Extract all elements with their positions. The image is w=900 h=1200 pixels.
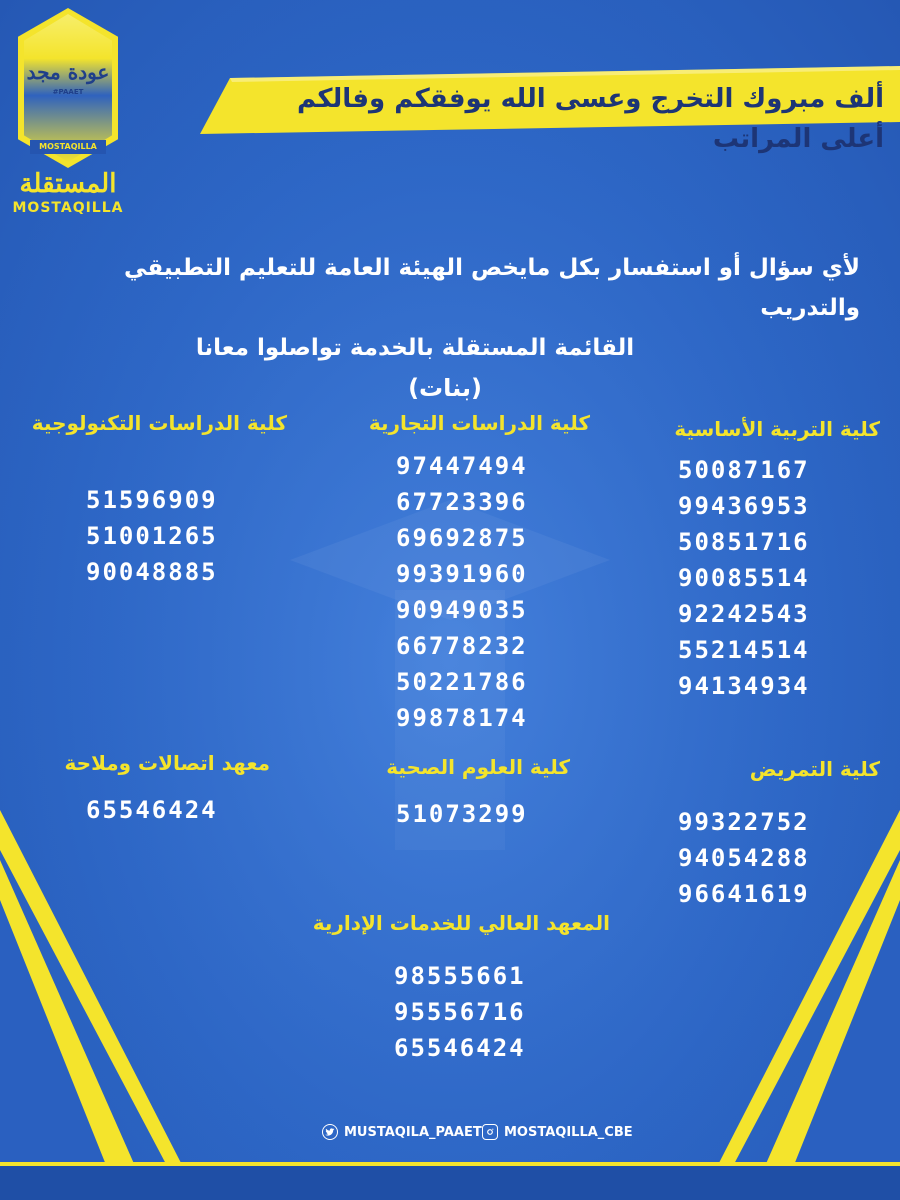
phone-number[interactable]: 92242543: [678, 600, 810, 628]
footer-social: [0, 1124, 900, 1148]
college-technological-studies: [22, 408, 287, 590]
logo-arabic-name: المستقلة: [19, 169, 117, 199]
phone-number[interactable]: 90949035: [396, 596, 528, 624]
logo-badge-title: عودة مجد: [26, 60, 110, 84]
phone-number[interactable]: 90048885: [86, 558, 218, 586]
phone-number[interactable]: 51001265: [86, 522, 218, 550]
mostaqilla-logo: [12, 8, 124, 220]
phone-number[interactable]: 99322752: [678, 808, 810, 836]
college-health-sciences: [360, 752, 570, 832]
phone-number[interactable]: 50087167: [678, 456, 810, 484]
college-name: المعهد العالي للخدمات الإدارية: [312, 911, 610, 935]
instagram-handle[interactable]: [482, 1124, 633, 1140]
college-business-studies: [360, 408, 590, 736]
phone-number[interactable]: 69692875: [396, 524, 528, 552]
intro-text: [30, 248, 860, 408]
phone-list: [22, 482, 287, 590]
phone-number[interactable]: 65546424: [394, 1034, 526, 1062]
logo-badge-subtitle: #PAAET: [52, 88, 84, 96]
phone-number[interactable]: 90085514: [678, 564, 810, 592]
instagram-handle-text: MOSTAQILLA_CBE: [504, 1124, 633, 1140]
phone-number[interactable]: 50221786: [396, 668, 528, 696]
phone-number[interactable]: 65546424: [86, 796, 218, 824]
phone-number[interactable]: 50851716: [678, 528, 810, 556]
phone-number[interactable]: 51596909: [86, 486, 218, 514]
banner-message: ألف مبروك التخرج وعسى الله يوفقكم وفالكم أعلى المراتب: [296, 84, 884, 154]
twitter-handle[interactable]: [322, 1124, 482, 1140]
phone-list: [360, 796, 570, 832]
twitter-icon: [322, 1124, 338, 1140]
phone-number[interactable]: 96641619: [678, 880, 810, 908]
institute-admin-services: [312, 908, 610, 1066]
phone-number[interactable]: 95556716: [394, 998, 526, 1026]
logo-latin-name: MOSTAQILLA: [12, 200, 124, 216]
college-basic-education: [660, 414, 880, 704]
logo-badge-band: MOSTAQILLA: [30, 140, 106, 154]
college-name: كلية التربية الأساسية: [674, 417, 880, 441]
institute-telecom-navigation: [40, 748, 270, 828]
phone-number[interactable]: 99391960: [396, 560, 528, 588]
college-nursing: [660, 754, 880, 912]
intro-line-1: لأي سؤال أو استفسار بكل مايخص الهيئة العامة للتعليم التطبيقي والتدريب: [124, 255, 860, 321]
phone-number[interactable]: 98555661: [394, 962, 526, 990]
instagram-icon: [482, 1124, 498, 1140]
college-name: كلية التمريض: [749, 757, 880, 781]
phone-list: [40, 792, 270, 828]
phone-number[interactable]: 66778232: [396, 632, 528, 660]
phone-list: [660, 452, 880, 704]
phone-list: [360, 448, 590, 736]
phone-number[interactable]: 55214514: [678, 636, 810, 664]
phone-number[interactable]: 67723396: [396, 488, 528, 516]
phone-number[interactable]: 94134934: [678, 672, 810, 700]
college-name: معهد اتصالات وملاحة: [64, 751, 270, 775]
college-name: كلية الدراسات التكنولوجية: [31, 411, 287, 435]
phone-list: [318, 958, 610, 1066]
college-name: كلية الدراسات التجارية: [368, 411, 590, 435]
intro-line-2: القائمة المستقلة بالخدمة تواصلوا معانا: [195, 335, 635, 361]
college-name: كلية العلوم الصحية: [386, 755, 570, 779]
phone-list: [660, 804, 880, 912]
phone-number[interactable]: 99878174: [396, 704, 528, 732]
intro-line-3: (بنات): [408, 374, 482, 402]
phone-number[interactable]: 99436953: [678, 492, 810, 520]
phone-number[interactable]: 51073299: [396, 800, 528, 828]
phone-number[interactable]: 94054288: [678, 844, 810, 872]
twitter-handle-text: MUSTAQILA_PAAET: [344, 1124, 482, 1140]
phone-number[interactable]: 97447494: [396, 452, 528, 480]
